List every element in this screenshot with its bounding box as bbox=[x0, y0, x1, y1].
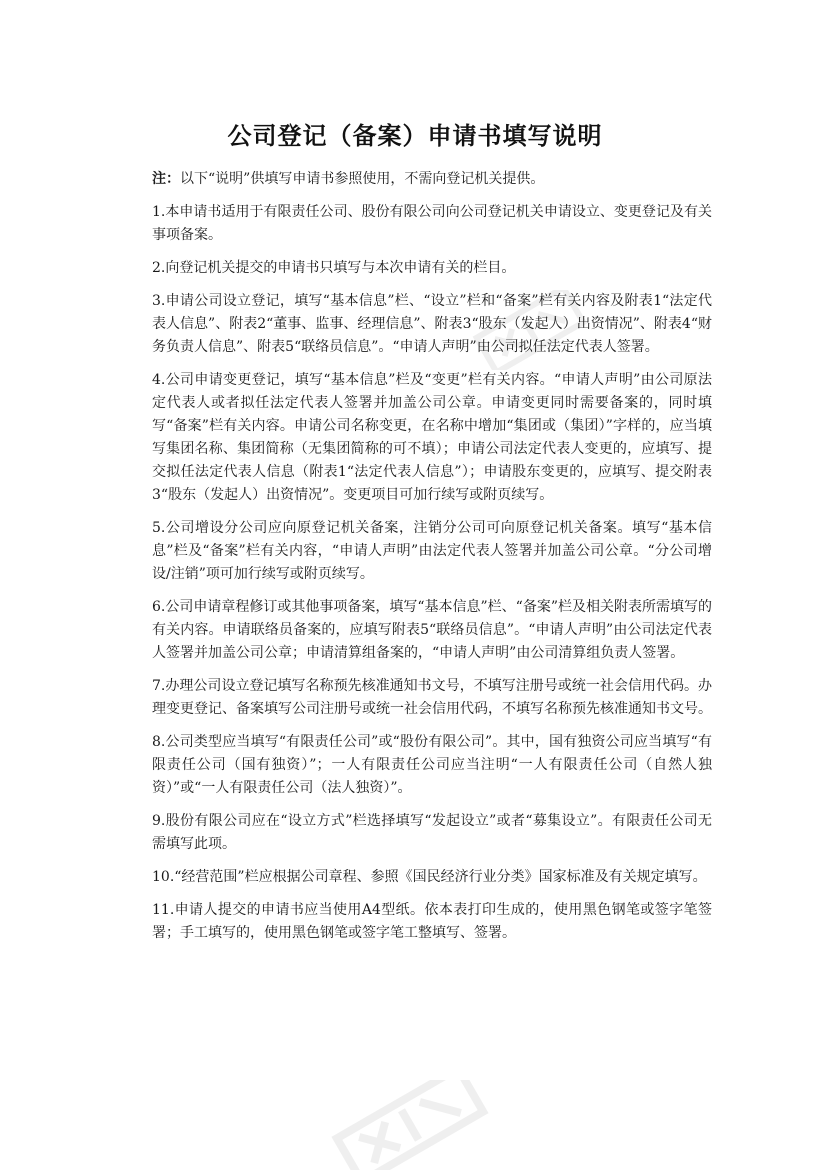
note-text: 以下“说明”供填写申请书参照使用，不需向登记机关提供。 bbox=[180, 171, 545, 187]
list-item: 9.股份有限公司应在“设立方式”栏选择填写“发起设立”或者“募集设立”。有限责任公司无需填写此项。 bbox=[152, 813, 712, 852]
page-title: 公司登记（备案）申请书填写说明 bbox=[227, 122, 603, 151]
list-item: 3.申请公司设立登记，填写“基本信息”栏、“设立”栏和“备案”栏有关内容及附表1“法定代表人信息”、附表2“董事、监事、经理信息”、附表3“股东（发起人）出资情况”、附表4“财务负责人信息”、附表5“联络员信息”。“申请人声明”由公司拟任法定代表人签署。 bbox=[152, 293, 712, 355]
watermark-icon bbox=[330, 1080, 490, 1170]
list-item: 2.向登记机关提交的申请书只填写与本次申请有关的栏目。 bbox=[152, 260, 516, 276]
list-item: 11.申请人提交的申请书应当使用A4型纸。依本表打印生成的，使用黑色钢笔或签字笔签署；手工填写的，使用黑色钢笔或签字笔工整填写、签署。 bbox=[152, 902, 712, 941]
list-item: 1.本申请书适用于有限责任公司、股份有限公司向公司登记机关申请设立、变更登记及有关事项备案。 bbox=[152, 204, 712, 243]
list-item: 6.公司申请章程修订或其他事项备案，填写“基本信息”栏、“备案”栏及相关附表所需填写的有关内容。申请联络员备案的，应填写附表5“联络员信息”。“申请人声明”由公司法定代表人签署并加盖公司公章；申请清算组备案的，“申请人声明”由公司清算组负责人签署。 bbox=[152, 599, 712, 661]
list-item: 7.办理公司设立登记填写名称预先核准通知书文号，不填写注册号或统一社会信用代码。办理变更登记、备案填写公司注册号或统一社会信用代码，不填写名称预先核准通知书文号。 bbox=[152, 678, 712, 717]
note-paragraph bbox=[152, 168, 712, 191]
list-item: 4.公司申请变更登记，填写“基本信息”栏及“变更”栏有关内容。“申请人声明”由公司原法定代表人或者拟任法定代表人签署并加盖公司公章。申请变更同时需要备案的，同时填写“备案”栏有关内容。申请公司名称变更，在名称中增加“集团或（集团）”字样的，应当填写集团名称、集团简称（无集团简称的可不填）；申请公司法定代表人变更的，应填写、提交拟任法定代表人信息（附表1“法定代表人信息”）；申请股东变更的，应填写、提交附表3“股东（发起人）出资情况”。变更项目可加行续写或附页续写。 bbox=[152, 372, 712, 503]
list-item: 10.“经营范围”栏应根据公司章程、参照《国民经济行业分类》国家标准及有关规定填写。 bbox=[152, 869, 707, 885]
instructions-body bbox=[152, 168, 712, 955]
list-item: 5.公司增设分公司应向原登记机关备案，注销分公司可向原登记机关备案。填写“基本信息”栏及“备案”栏有关内容，“申请人声明”由法定代表人签署并加盖公司公章。“分公司增设/注销”项可加行续写或附页续写。 bbox=[152, 520, 712, 582]
list-item: 8.公司类型应当填写“有限责任公司”或“股份有限公司”。其中，国有独资公司应当填写“有限责任公司（国有独资）”；一人有限责任公司应当注明“一人有限责任公司（自然人独资）”或“一人有限责任公司（法人独资）”。 bbox=[152, 734, 712, 796]
note-prefix: 注： bbox=[152, 171, 180, 187]
